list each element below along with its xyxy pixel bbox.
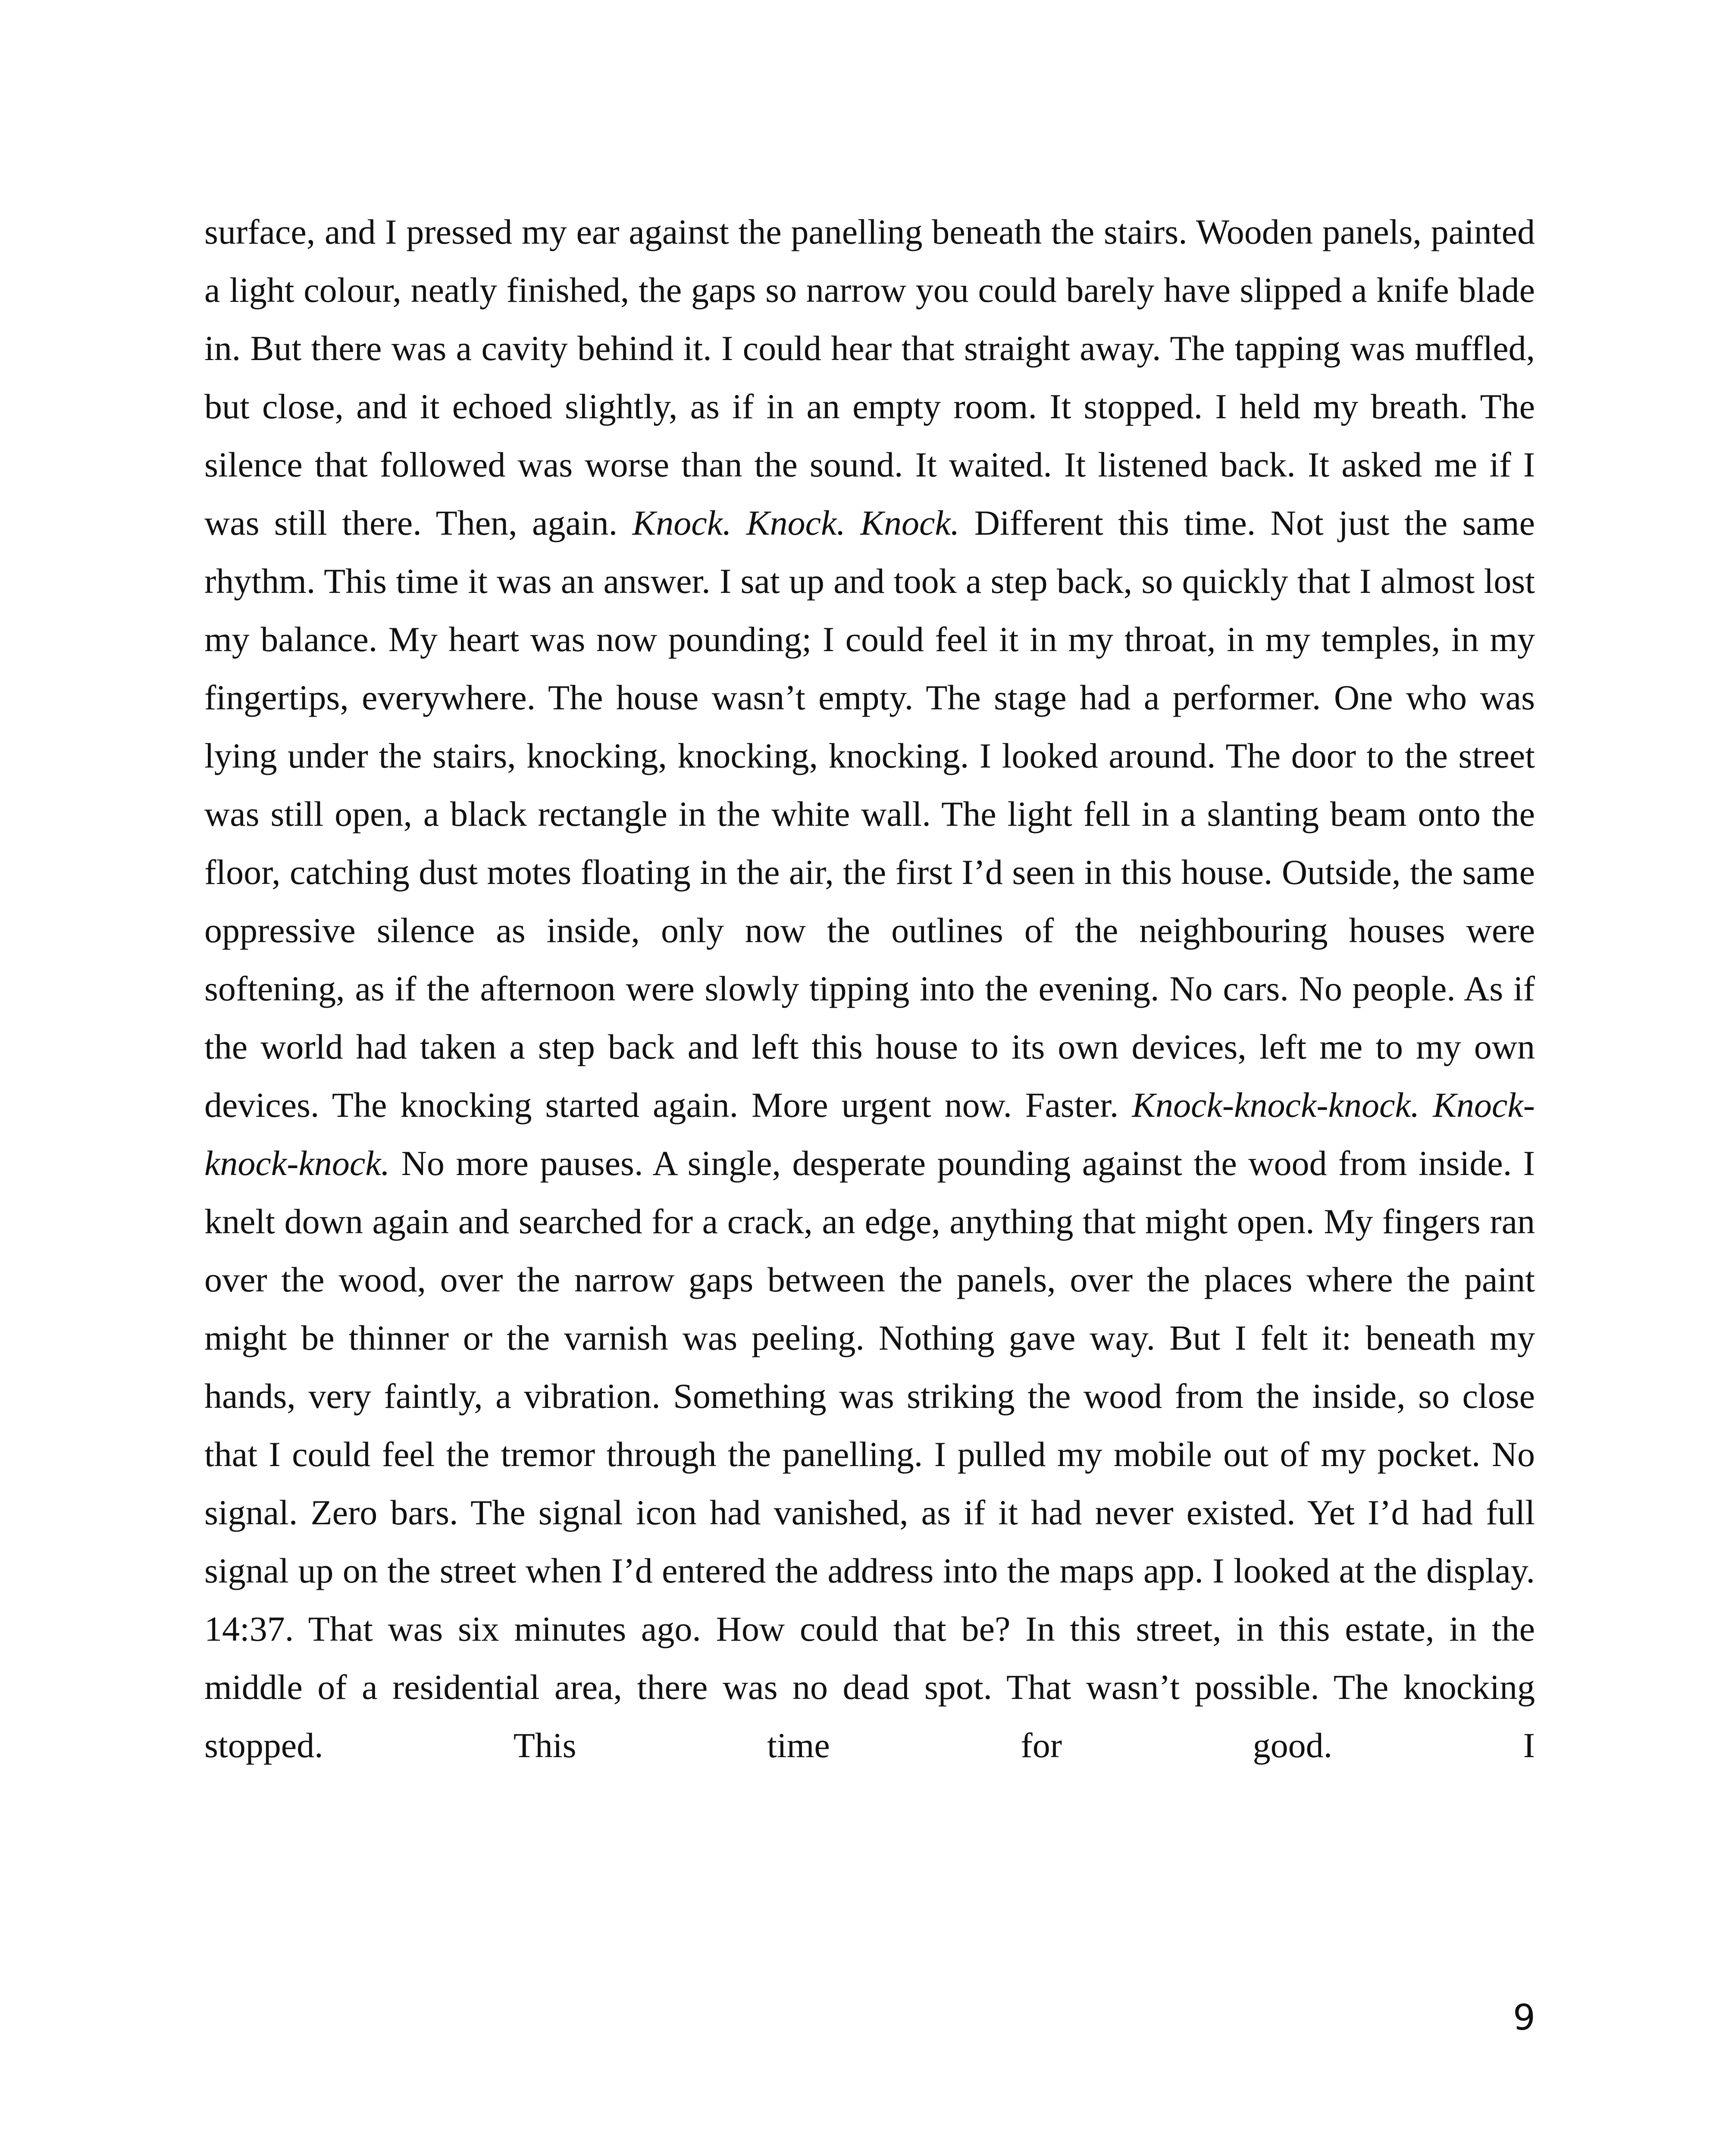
text-run: surface, and I pressed my ear against the panelling beneath the stairs. Wooden panels, painted a light colour, neatly finished, the gaps so narrow you could barely have slipped a knife blade in. But there was a cavity behind it. I could hear that straight away. The tapping was muffled, but close, and it echoed slightly, as if in an empty room. It stopped. I held my breath. The silence that followed was worse than the sound. It waited. It listened back. It asked me if I was still there. Then, again.	[204, 212, 1535, 542]
italic-knock-text: Knock. Knock. Knock.	[632, 503, 960, 542]
italic-knock-text: Knock-knock-knock. Knock-knock-knock.	[204, 1085, 1535, 1183]
text-run: Different this time. Not just the same rhythm. This time it was an answer. I sat up and took a step back, so quickly that I almost lost my balance. My heart was now pounding; I could feel it in my throat, in my temples, in my fingertips, everywhere. The house wasn’t empty. The stage had a performer. One who was lying under the stairs, knocking, knocking, knocking. I looked around. The door to the street was still open, a black rectangle in the white wall. The light fell in a slanting beam onto the floor, catching dust motes floating in the air, the first I’d seen in this house. Outside, the same oppressive silence as inside, only now the outlines of the neighbouring houses were softening, as if the afternoon were slowly tipping into the evening. No cars. No people. As if the world had taken a step back and left this house to its own devices, left me to my own devices. The knocking started again. More urgent now. Faster.	[204, 503, 1535, 1125]
body-paragraph	[204, 203, 1535, 1774]
page-number: 9	[1513, 1997, 1535, 2038]
text-run: No more pauses. A single, desperate pounding against the wood from inside. I knelt down again and searched for a crack, an edge, anything that might open. My fingers ran over the wood, over the narrow gaps between the panels, over the places where the paint might be thinner or the varnish was peeling. Nothing gave way. But I felt it: beneath my hands, very faintly, a vibration. Something was striking the wood from the inside, so close that I could feel the tremor through the panelling. I pulled my mobile out of my pocket. No signal. Zero bars. The signal icon had vanished, as if it had never existed. Yet I’d had full signal up on the street when I’d entered the address into the maps app. I looked at the display. 14:37. That was six minutes ago. How could that be? In this street, in this estate, in the middle of a residential area, there was no dead spot. That wasn’t possible. The knocking stopped. This time for good. I	[204, 1144, 1535, 1765]
